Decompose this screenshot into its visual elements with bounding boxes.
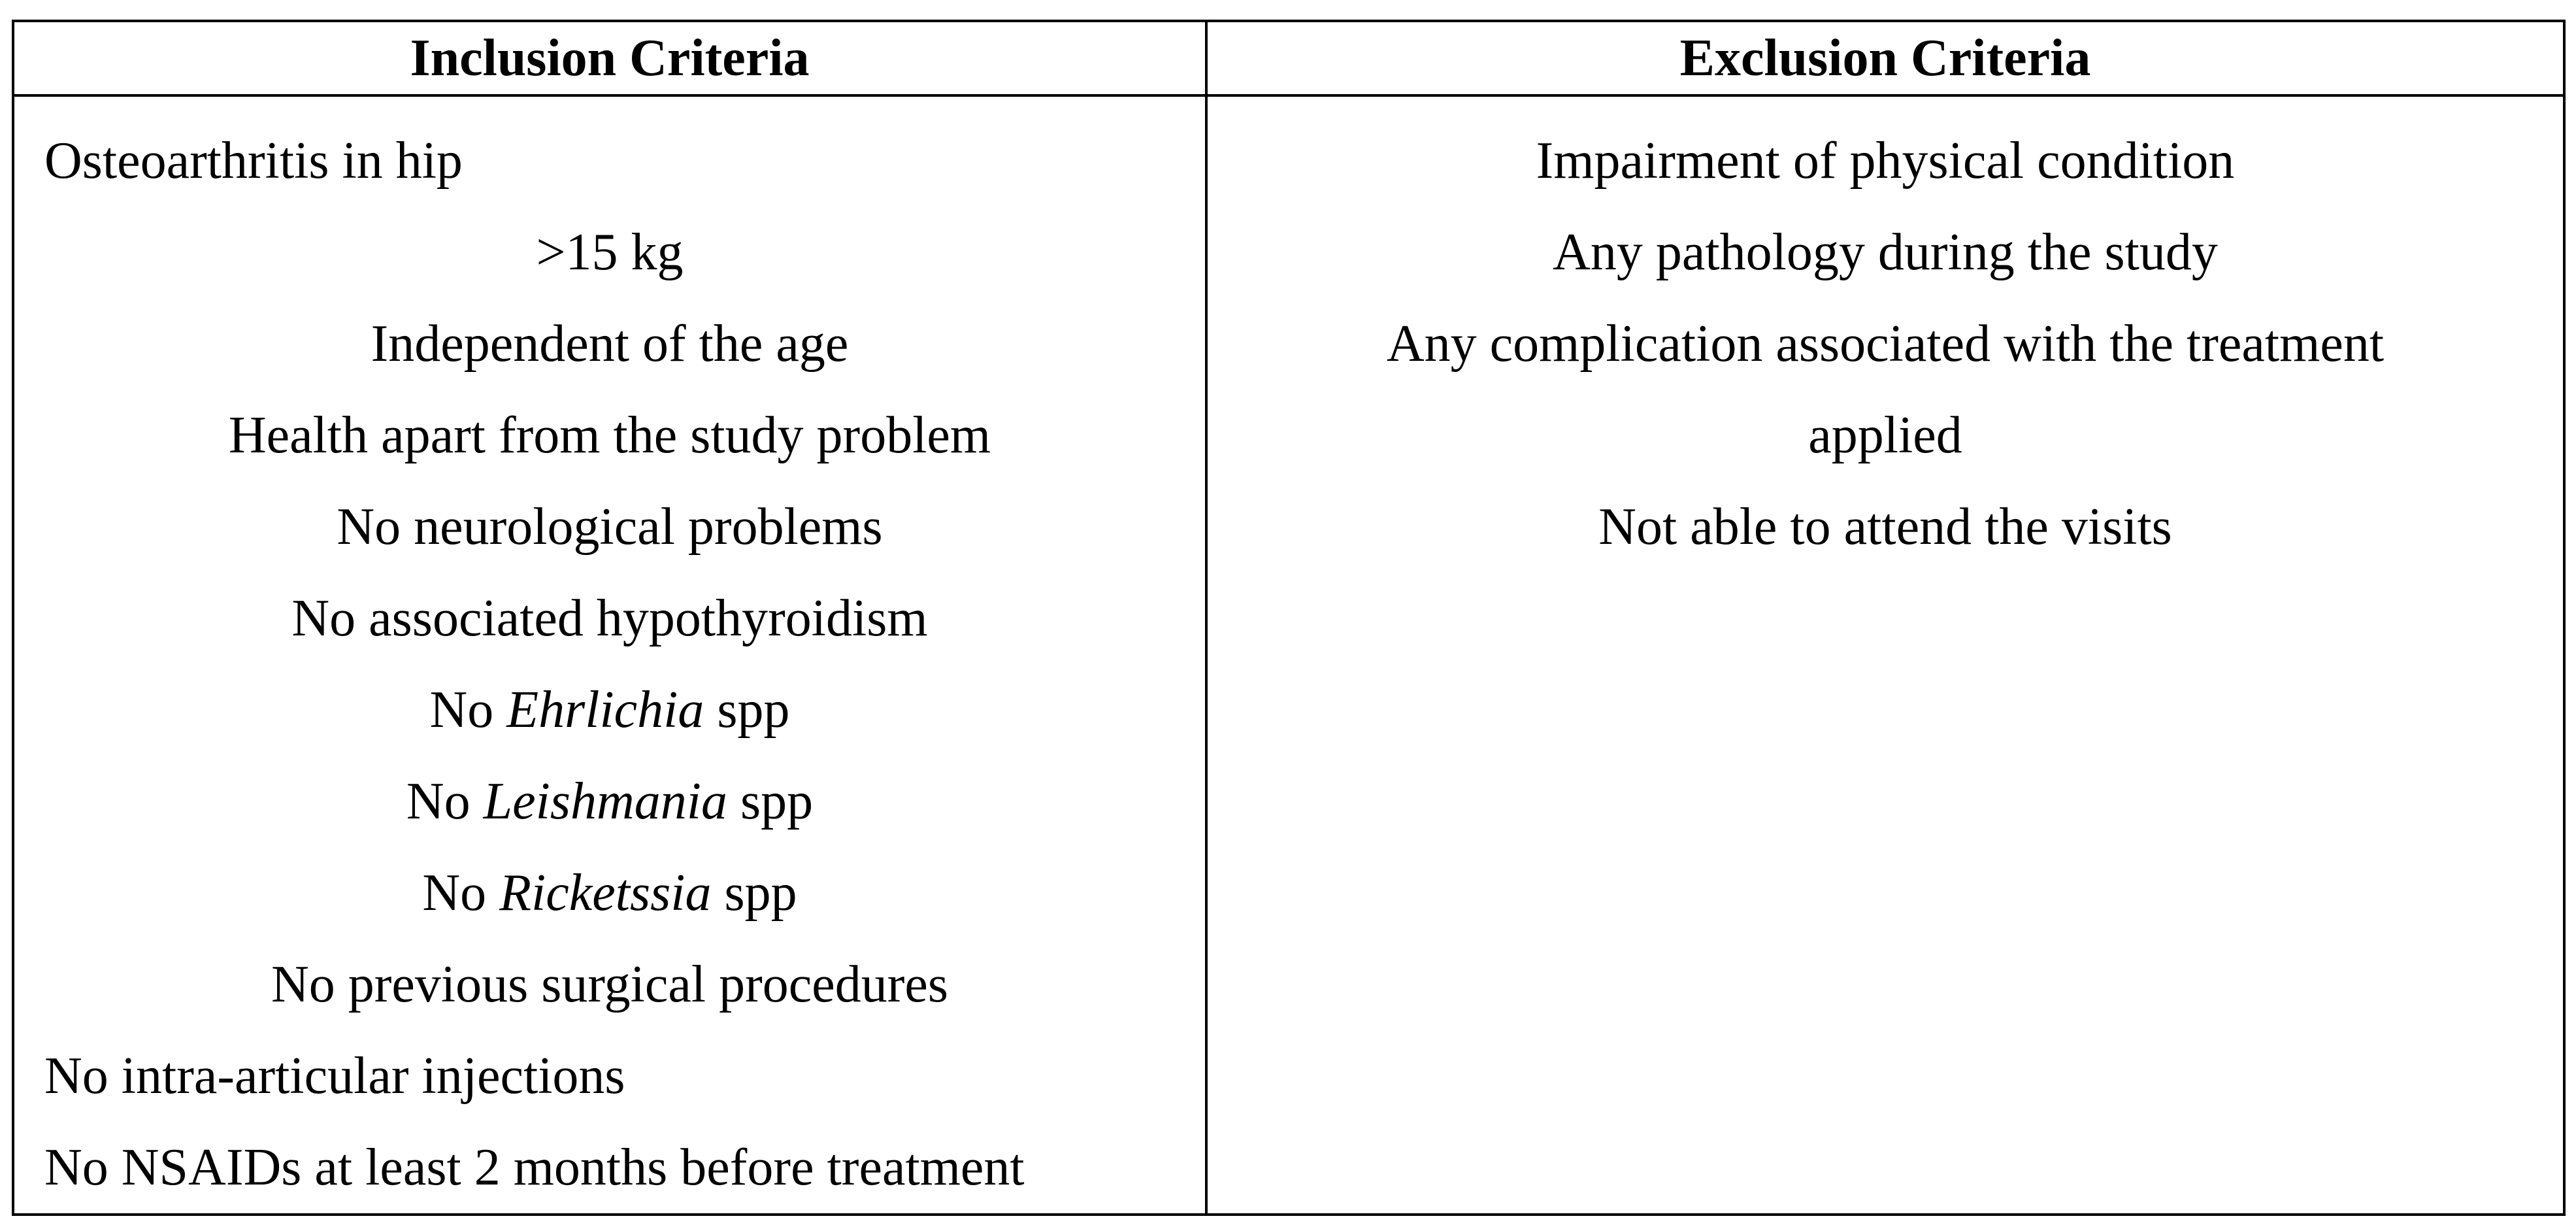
inclusion-item: No Ehrlichia spp [429,681,790,739]
inclusion-item: No associated hypothyroidism [291,590,928,647]
exclusion-item: Any pathology during the study [1553,224,2218,281]
table-body-row [14,97,2563,1213]
exclusion-criteria-cell [1208,97,2563,1213]
exclusion-item: Not able to attend the visits [1598,498,2172,556]
inclusion-item: No Ricketssia spp [422,864,797,922]
inclusion-criteria-header: Inclusion Criteria [14,22,1208,94]
exclusion-item: Impairment of physical condition [1536,132,2235,190]
exclusion-item: applied [1808,407,1962,464]
inclusion-item: No NSAIDs at least 2 months before treatment [44,1139,1025,1196]
inclusion-item: Independent of the age [371,315,849,373]
criteria-table [12,20,2566,1216]
inclusion-item: No neurological problems [337,498,883,556]
exclusion-item: Any complication associated with the treatment [1386,315,2385,373]
inclusion-item: >15 kg [536,224,684,281]
inclusion-item: No previous surgical procedures [271,956,948,1013]
table-header-row [14,22,2563,97]
inclusion-item: Health apart from the study problem [228,407,991,464]
inclusion-item: Osteoarthritis in hip [44,132,463,190]
exclusion-criteria-header: Exclusion Criteria [1679,29,2091,87]
inclusion-item: No Leishmania spp [406,773,814,830]
inclusion-criteria-cell [14,97,1208,1213]
inclusion-item: No intra-articular injections [44,1047,625,1105]
